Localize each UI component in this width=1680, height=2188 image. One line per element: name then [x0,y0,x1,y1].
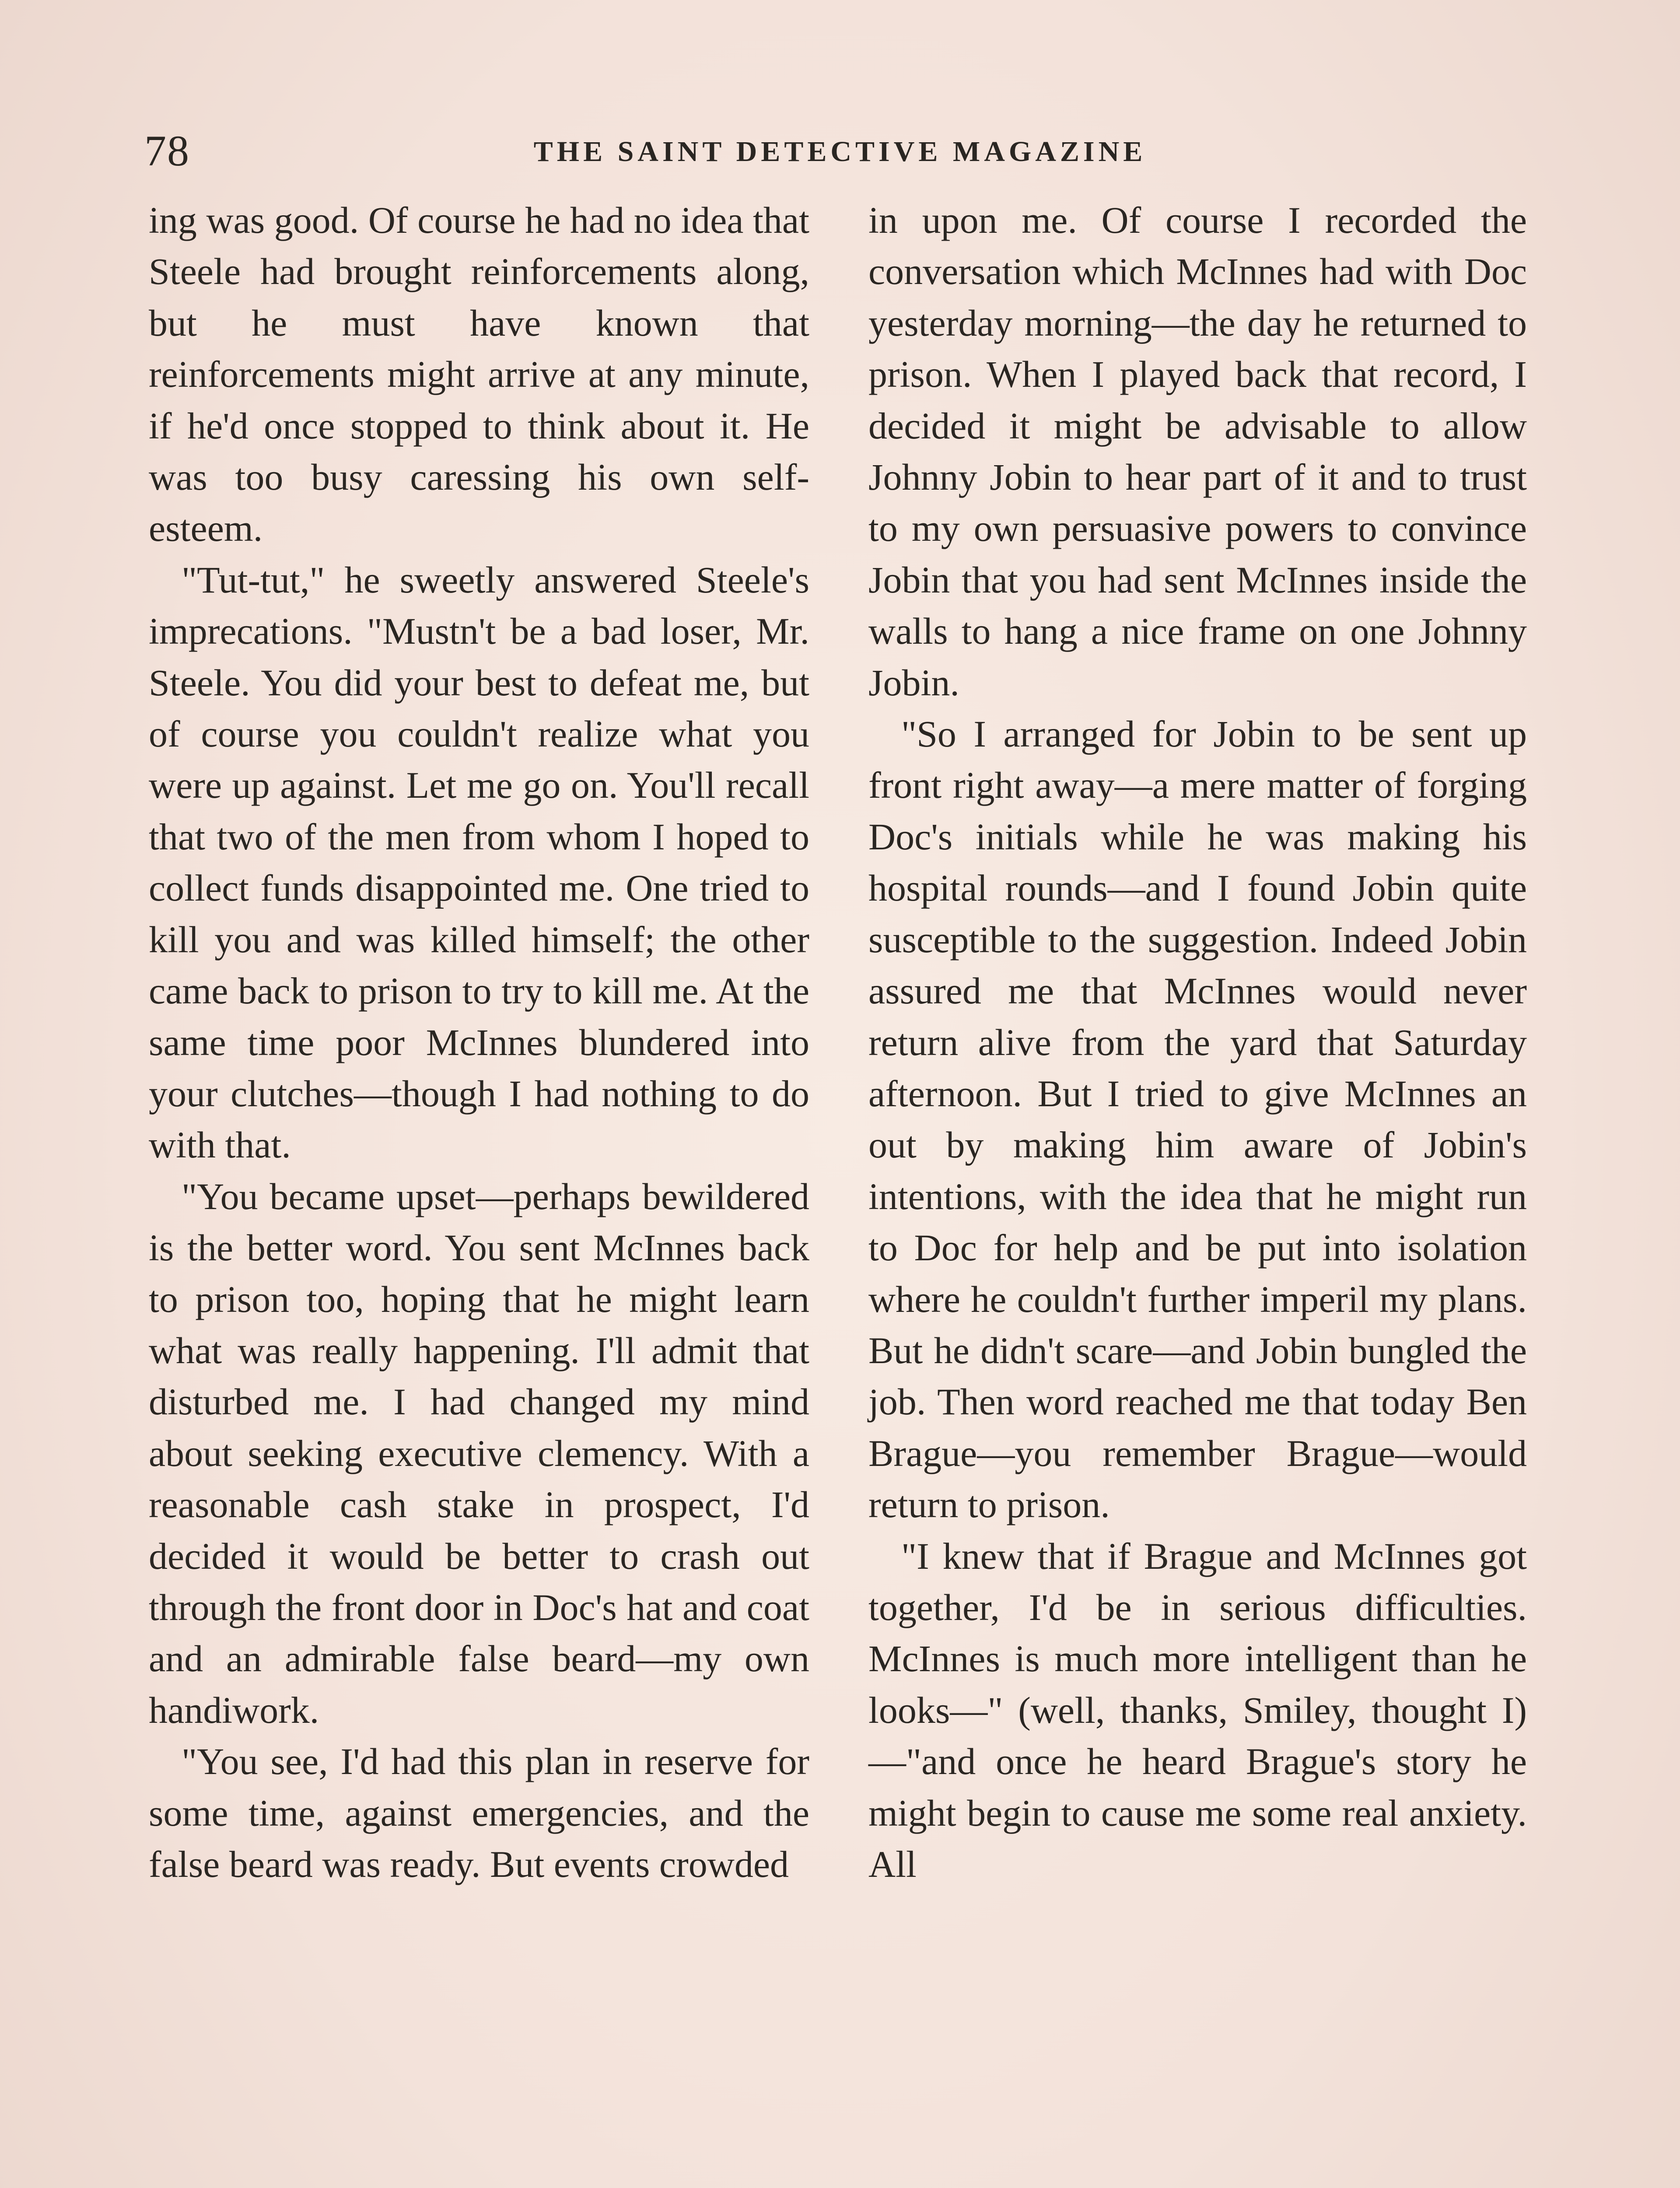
paragraph: "Tut-tut," he sweetly answered Steele's imprecations. "Mustn't be a bad loser, Mr. Steele. You did your best to defeat me, but of course you couldn't realize what you were up against. Let me go on. You'll recall that two of the men from whom I hoped to collect funds disappointed me. One tried to kill you and was killed himself; the other came back to prison to try to kill me. At the same time poor McInnes blundered into your clutches—though I had nothing to do with that. [149,558,809,1166]
text-column-right [868,195,1527,1890]
paragraph: ing was good. Of course he had no idea that Steele had brought reinforcements along, but he must have known that reinforcements might arrive at any minute, if he'd once stopped to think about it. He was too busy caressing his own self-esteem. [149,199,809,550]
paragraph: "So I arranged for Jobin to be sent up front right away—a mere matter of forging Doc's initials while he was making his hospital rounds—and I found Jobin quite susceptible to the suggestion. Indeed Jobin assured me that McInnes would never return alive from the yard that Saturday afternoon. But I tried to give McInnes an out by making him aware of Jobin's intentions, with the idea that he might run to Doc for help and be put into isolation where he couldn't further imperil my plans. But he didn't scare—and Jobin bungled the job. Then word reached me that today Ben Brague—you remember Brague—would return to prison. [868,713,1527,1526]
page-number: 78 [144,126,190,175]
paragraph: "I knew that if Brague and McInnes got together, I'd be in serious difficulties. McInnes is much more intelligent than he looks—" (well, thanks, Smiley, thought I)—"and once he heard Brague's story he might begin to cause me some real anxiety. All [868,1535,1527,1885]
paragraph: "You became upset—perhaps bewildered is the better word. You sent McInnes back to prison too, hoping that he might learn what was really happening. I'll admit that disturbed me. I had changed my mind about seeking executive clemency. With a reasonable cash stake in prospect, I'd decided it would be better to crash out through the front door in Doc's hat and coat and an admirable false beard—my own handiwork. [149,1175,809,1731]
page-header [144,127,1536,175]
paragraph: in upon me. Of course I recorded the conversation which McInnes had with Doc yesterday morning—the day he returned to prison. When I played back that record, I decided it might be advisable to allow Johnny Jobin to hear part of it and to trust to my own persuasive powers to convince Jobin that you had sent McInnes inside the walls to hang a nice frame on one Johnny Jobin. [868,199,1527,704]
running-title: THE SAINT DETECTIVE MAGAZINE [533,136,1147,168]
text-column-left [149,195,809,1890]
paragraph: "You see, I'd had this plan in reserve for some time, against emergencies, and the false beard was ready. But events crowded [149,1740,809,1885]
